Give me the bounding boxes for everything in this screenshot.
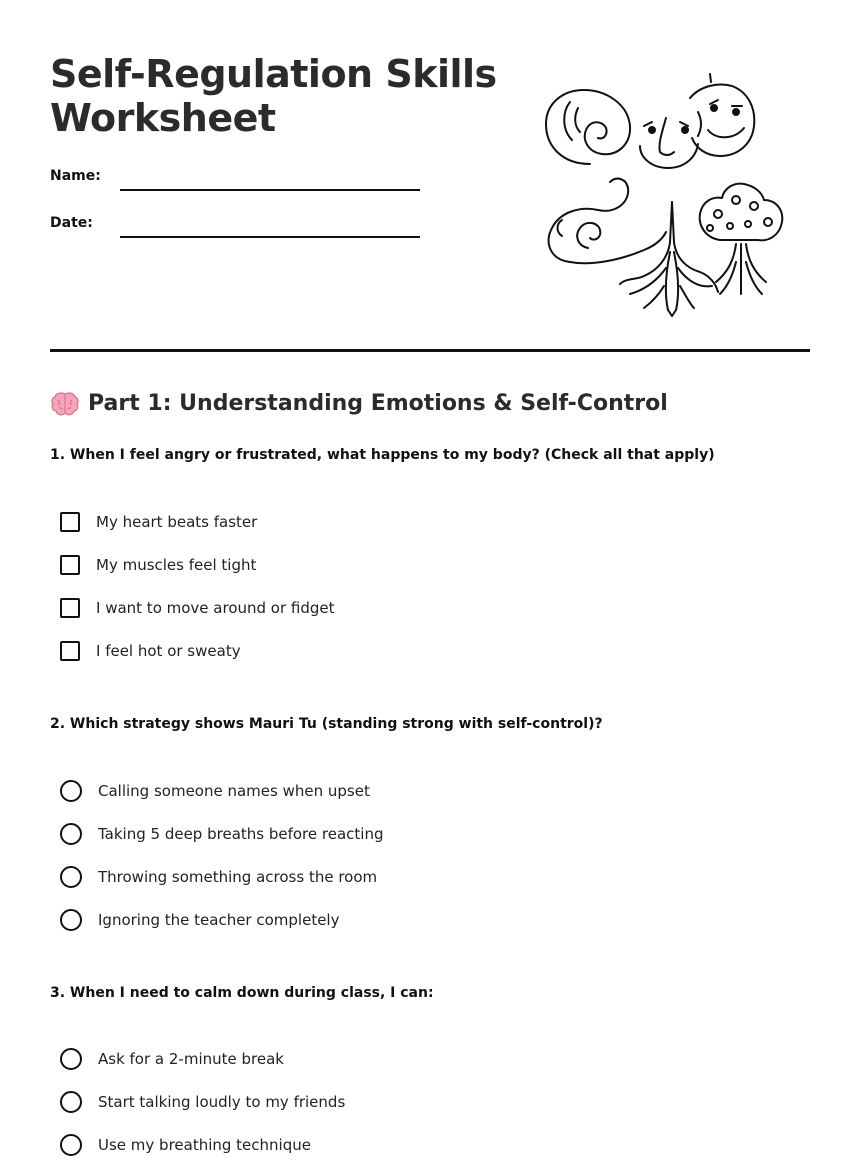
date-field[interactable]: [50, 209, 430, 239]
q2-option[interactable]: [60, 864, 377, 890]
q1-option[interactable]: [60, 638, 241, 664]
brain-icon: [50, 391, 80, 417]
q1-option-label: My muscles feel tight: [96, 556, 257, 574]
q1-option[interactable]: [60, 552, 256, 578]
checkbox[interactable]: [60, 512, 80, 532]
radio-button[interactable]: [60, 1048, 82, 1070]
face-nose-icon: [640, 118, 698, 168]
wave-icon: [549, 179, 666, 264]
q2-option[interactable]: [60, 778, 370, 804]
radio-button[interactable]: [60, 866, 82, 888]
tree-icon: [700, 184, 783, 294]
part1-title-text: Part 1: Understanding Emotions & Self-Control: [88, 391, 668, 416]
q3-option-label: Use my breathing technique: [98, 1136, 311, 1154]
name-field[interactable]: [50, 162, 430, 192]
q2-option[interactable]: [60, 821, 383, 847]
radio-button[interactable]: [60, 823, 82, 845]
question-3: 3. When I need to calm down during class, I can:: [50, 985, 434, 1001]
worksheet-title: Self-Regulation Skills Worksheet: [50, 52, 497, 140]
smiling-face-icon: [690, 74, 754, 156]
q1-option[interactable]: [60, 509, 257, 535]
q2-option-label: Calling someone names when upset: [98, 782, 370, 800]
q2-option-label: Throwing something across the room: [98, 868, 378, 886]
q3-option-label: Start talking loudly to my friends: [98, 1093, 346, 1111]
date-input-line[interactable]: [120, 236, 420, 238]
self-regulation-illustration: [540, 72, 800, 317]
q3-option[interactable]: [60, 1132, 311, 1158]
checkbox[interactable]: [60, 641, 80, 661]
radio-button[interactable]: [60, 1134, 82, 1156]
q2-option-label: Ignoring the teacher completely: [98, 911, 340, 929]
koru-spiral-icon: [546, 90, 630, 164]
name-label: Name:: [50, 168, 101, 184]
checkbox[interactable]: [60, 598, 80, 618]
q1-option-label: My heart beats faster: [96, 513, 258, 531]
q1-option-label: I feel hot or sweaty: [96, 642, 241, 660]
q2-option-label: Taking 5 deep breaths before reacting: [98, 825, 384, 843]
q3-option[interactable]: [60, 1089, 345, 1115]
radio-button[interactable]: [60, 909, 82, 931]
question-1: 1. When I feel angry or frustrated, what happens to my body? (Check all that apply): [50, 447, 715, 463]
checkbox[interactable]: [60, 555, 80, 575]
header-divider: [50, 349, 810, 352]
q1-option-label: I want to move around or fidget: [96, 599, 335, 617]
q1-option[interactable]: [60, 595, 335, 621]
radio-button[interactable]: [60, 780, 82, 802]
name-input-line[interactable]: [120, 189, 420, 191]
radio-button[interactable]: [60, 1091, 82, 1113]
question-2: 2. Which strategy shows Mauri Tu (standing strong with self-control)?: [50, 716, 603, 732]
date-label: Date:: [50, 215, 93, 231]
q3-option-label: Ask for a 2-minute break: [98, 1050, 284, 1068]
q2-option[interactable]: [60, 907, 339, 933]
roots-icon: [620, 202, 718, 316]
q3-option[interactable]: [60, 1046, 284, 1072]
part1-title: [50, 388, 668, 420]
